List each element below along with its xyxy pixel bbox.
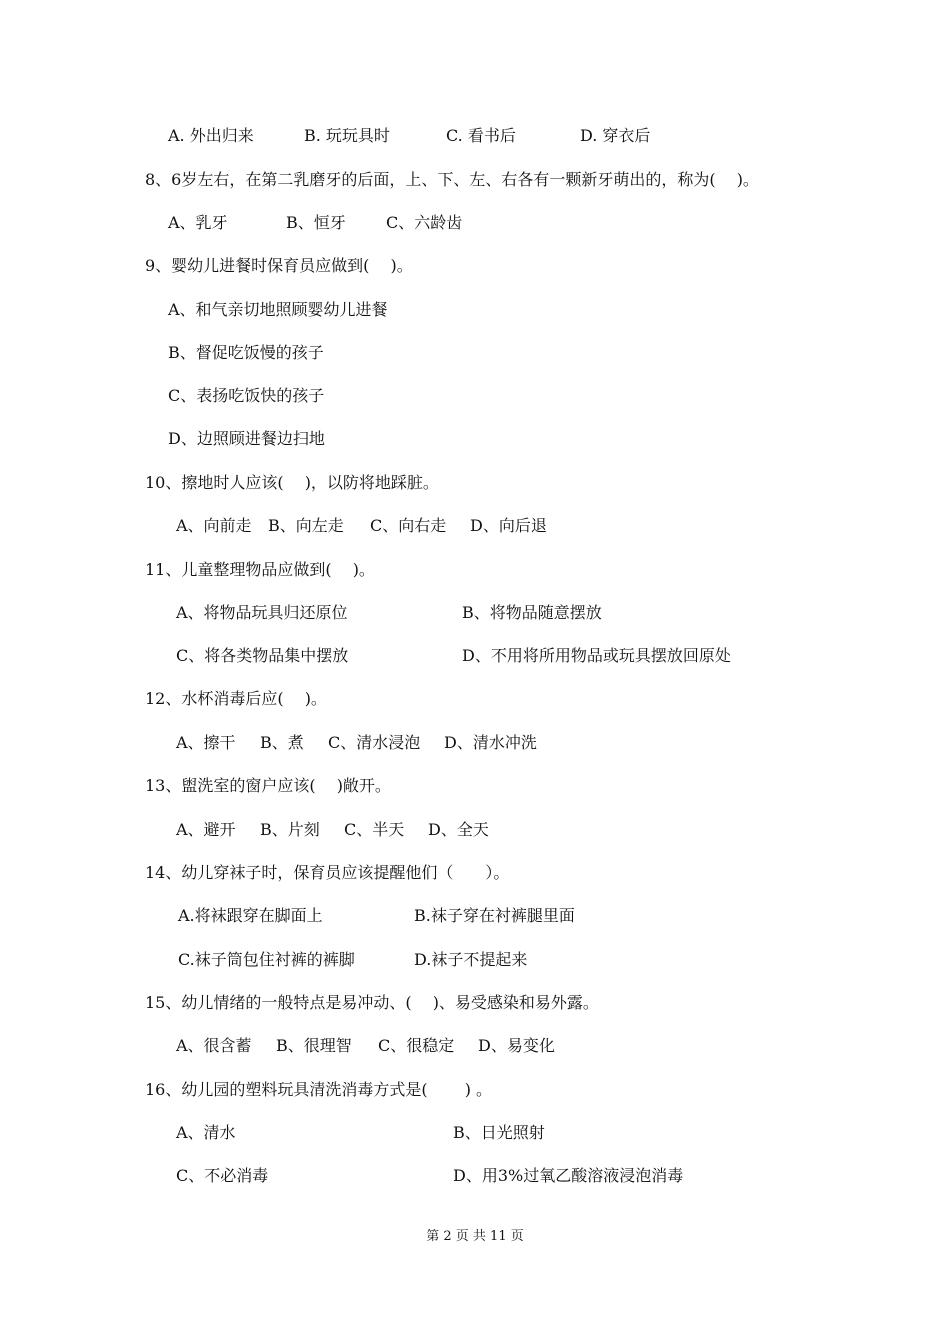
q11-option-c: C、将各类物品集中摆放 bbox=[176, 646, 349, 665]
q8-option-b: B、恒牙 bbox=[286, 213, 346, 232]
q13-option-d: D、全天 bbox=[428, 820, 489, 839]
q12-stem: 12、水杯消毒后应( )。 bbox=[145, 689, 327, 708]
q12-option-b: B、煮 bbox=[260, 733, 304, 752]
q11-option-d: D、不用将所用物品或玩具摆放回原处 bbox=[462, 646, 731, 665]
q8-option-c: C、六龄齿 bbox=[386, 213, 463, 232]
q13-option-b: B、片刻 bbox=[260, 820, 320, 839]
q11-option-a: A、将物品玩具归还原位 bbox=[176, 603, 348, 622]
q13-stem: 13、盥洗室的窗户应该( )敞开。 bbox=[145, 776, 391, 795]
q15-option-a: A、很含蓄 bbox=[176, 1036, 252, 1055]
q10-stem: 10、擦地时人应该( )，以防将地踩脏。 bbox=[145, 473, 439, 492]
q15-option-b: B、很理智 bbox=[276, 1036, 352, 1055]
q14-option-c: C.袜子筒包住衬裤的裤脚 bbox=[178, 950, 355, 969]
q11-stem: 11、儿童整理物品应做到( )。 bbox=[145, 560, 375, 579]
q9-option-b: B、督促吃饭慢的孩子 bbox=[168, 343, 324, 362]
q16-option-d: D、用3%过氧乙酸溶液浸泡消毒 bbox=[453, 1166, 684, 1185]
q13-option-a: A、避开 bbox=[176, 820, 236, 839]
q14-option-b: B.袜子穿在衬裤腿里面 bbox=[414, 906, 575, 925]
q8-stem: 8、6岁左右，在第二乳磨牙的后面，上、下、左、右各有一颗新牙萌出的，称为( )。 bbox=[145, 170, 759, 189]
q14-stem: 14、幼儿穿袜子时，保育员应该提醒他们（ ）。 bbox=[145, 863, 510, 882]
q14-option-a: A.将袜跟穿在脚面上 bbox=[178, 906, 323, 925]
q15-option-c: C、很稳定 bbox=[378, 1036, 455, 1055]
q7-option-c: C. 看书后 bbox=[446, 126, 516, 145]
q10-option-d: D、向后退 bbox=[470, 516, 547, 535]
q10-option-c: C、向右走 bbox=[370, 516, 447, 535]
q16-stem: 16、幼儿园的塑料玩具清洗消毒方式是( ) 。 bbox=[145, 1080, 493, 1099]
q7-option-b: B. 玩玩具时 bbox=[304, 126, 390, 145]
q16-option-b: B、日光照射 bbox=[453, 1123, 545, 1142]
q10-option-a: A、向前走 bbox=[176, 516, 252, 535]
q10-option-b: B、向左走 bbox=[268, 516, 344, 535]
q12-option-a: A、擦干 bbox=[176, 733, 236, 752]
q13-option-c: C、半天 bbox=[344, 820, 405, 839]
q9-option-a: A、和气亲切地照顾婴幼儿进餐 bbox=[168, 300, 388, 319]
q15-option-d: D、易变化 bbox=[478, 1036, 555, 1055]
q7-option-a: A. 外出归来 bbox=[168, 126, 254, 145]
q7-option-d: D. 穿衣后 bbox=[580, 126, 651, 145]
q16-option-c: C、不必消毒 bbox=[176, 1166, 269, 1185]
q14-option-d: D.袜子不提起来 bbox=[414, 950, 528, 969]
q9-stem: 9、婴幼儿进餐时保育员应做到( )。 bbox=[145, 256, 413, 275]
q15-stem: 15、幼儿情绪的一般特点是易冲动、( )、易受感染和易外露。 bbox=[145, 993, 599, 1012]
q8-option-a: A、乳牙 bbox=[168, 213, 228, 232]
q12-option-c: C、清水浸泡 bbox=[328, 733, 421, 752]
q9-option-d: D、边照顾进餐边扫地 bbox=[168, 429, 325, 448]
q9-option-c: C、表扬吃饭快的孩子 bbox=[168, 386, 325, 405]
q11-option-b: B、将物品随意摆放 bbox=[462, 603, 602, 622]
q12-option-d: D、清水冲洗 bbox=[444, 733, 537, 752]
page-footer: 第 2 页 共 11 页 bbox=[426, 1229, 524, 1244]
q16-option-a: A、清水 bbox=[176, 1123, 236, 1142]
